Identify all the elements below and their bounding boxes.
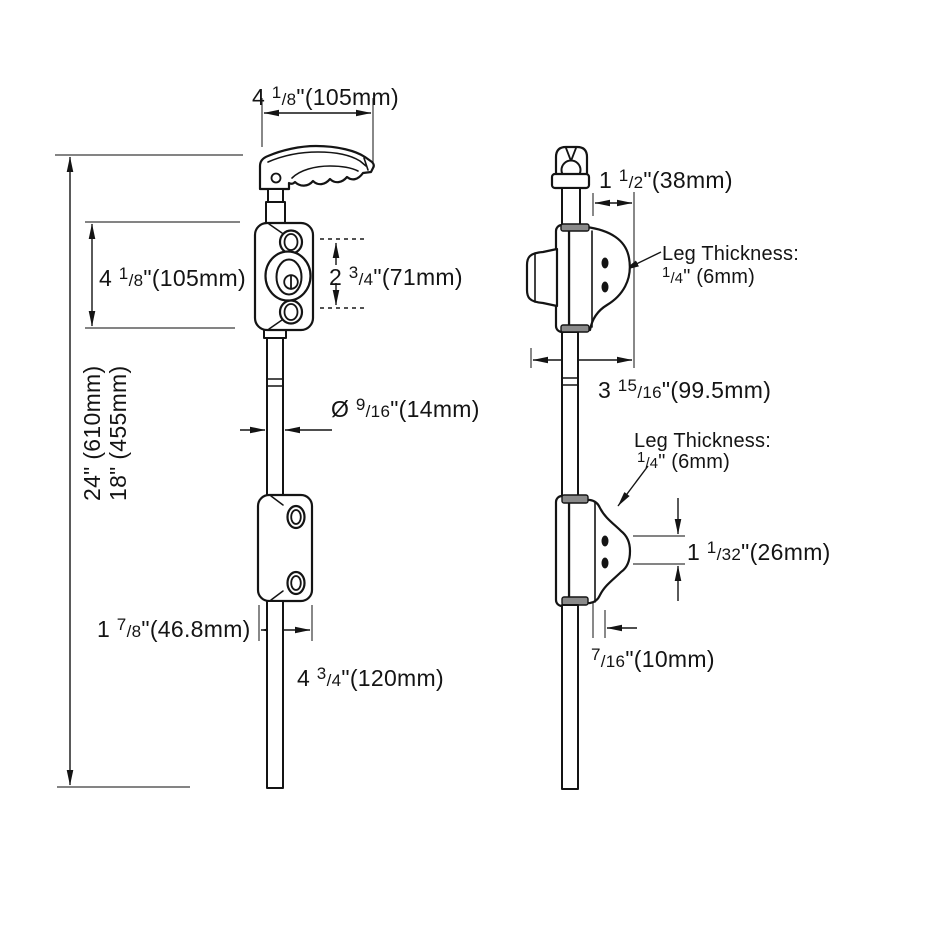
spindle-lower [266,202,285,224]
guide-side-body [569,499,630,604]
guide-side-cap-top [562,495,588,503]
dim-label-keeper-offset: $^7$/16"(10mm) [591,645,715,673]
guide-side-plate [556,496,569,606]
lock-body-side-cap-top [561,224,589,231]
handle-pivot [272,174,281,183]
dim-label-side-top-width: 1 $^1$/2"(38mm) [599,166,733,194]
dim-label-overall-24: 24" (610mm) [79,365,105,501]
dim-label-lock-height: 4 $^1$/8"(105mm) [99,264,246,292]
dim-label-rod-diameter: Ø $^9$/16"(14mm) [331,395,480,423]
dim-keeper-offset [593,603,637,638]
rod-front-lower [267,601,283,788]
neck-side [562,188,580,225]
dim-label-overall-18: 18" (455mm) [105,365,131,501]
spindle-upper [268,189,283,202]
lock-side-hole-dot-top [602,258,609,269]
guide-screw-hole-bottom-inner [291,576,301,590]
label-leg-thickness-lower-value: $^1$/4" (6mm) [637,450,731,474]
dim-side-body-width [531,348,632,368]
dim-keeper-height [633,498,685,601]
label-leg-thickness-upper-value: $^1$/4" (6mm) [662,265,756,289]
lock-screw-hole-bottom-inner [285,304,298,320]
dim-label-handle-width: 4 $^1$/8"(105mm) [252,83,399,111]
lock-body-side-cap-bottom [561,325,589,332]
lock-side-hole-dot-bottom [602,282,609,293]
lock-screw-hole-top-inner [285,234,298,250]
dim-label-side-body-width: 3 $^{15}$/16"(99.5mm) [598,376,772,404]
rod-side-upper [562,332,578,497]
dim-label-guide-width: 1 $^7$/8"(46.8mm) [97,615,251,643]
guide-side-cap-bottom [562,597,588,605]
lock-body-side-knob [527,249,557,306]
label-leg-thickness-lower-title: Leg Thickness: [634,430,771,452]
lock-body-side [569,227,630,331]
rod-collar [264,330,286,338]
dim-label-rod-extension: 4 $^3$/4"(120mm) [297,664,444,692]
dim-label-screw-spacing: 2 $^3$/4"(71mm) [329,263,463,291]
guide-side-hole-dot-top [602,536,609,547]
label-leg-thickness-upper-title: Leg Thickness: [662,243,799,265]
dim-label-keeper-height: 1 $^1$/32"(26mm) [687,538,831,566]
side-view [527,147,630,789]
rod-front-upper [267,338,283,496]
guide-screw-hole-top-inner [291,510,301,524]
handle-side-flange [552,174,589,188]
rod-side-lower [562,605,578,789]
guide-side-hole-dot-bottom [602,558,609,569]
